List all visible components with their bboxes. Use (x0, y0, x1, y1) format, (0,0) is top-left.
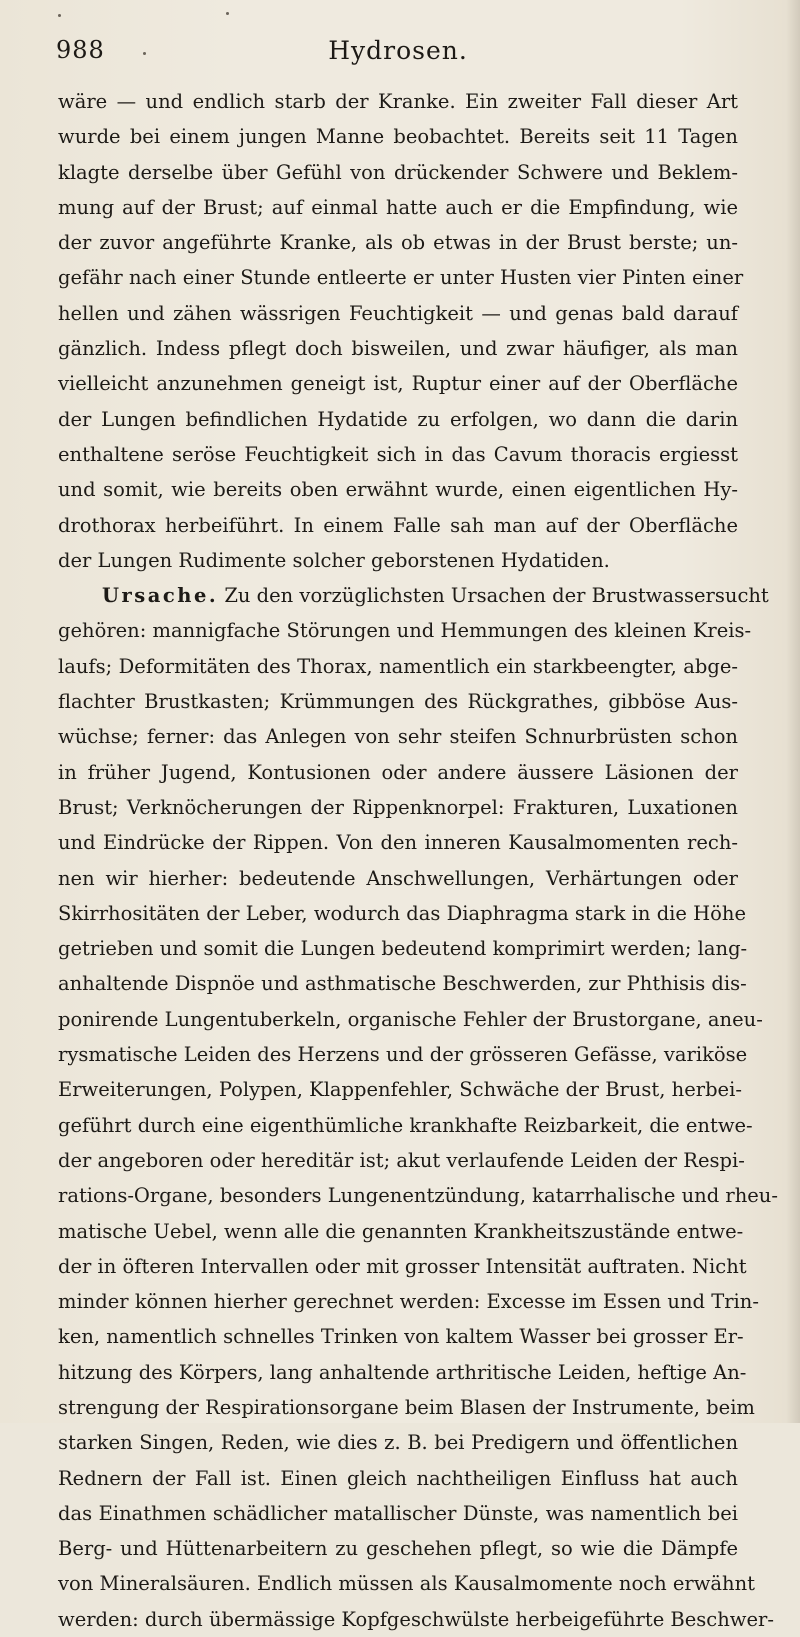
text-line: werden: durch übermässige Kopfgeschwülste herbeigeführte Beschwer- (58, 1607, 774, 1631)
text-line: und Eindrücke der Rippen. Von den inneren Kausalmomenten rech- (58, 831, 738, 855)
text-line: von Mineralsäuren. Endlich müssen als Kausalmomente noch erwähnt (58, 1572, 755, 1596)
text-line: Erweiterungen, Polypen, Klappenfehler, Schwäche der Brust, herbei- (58, 1078, 742, 1102)
section-label: Ursache. (102, 584, 219, 608)
text-line: Berg- und Hüttenarbeitern zu geschehen pflegt, so wie die Dämpfe (58, 1537, 738, 1561)
text-line: laufs; Deformitäten des Thorax, namentlich ein starkbeengter, abge- (58, 654, 738, 678)
text-line: gefähr nach einer Stunde entleerte er unter Husten vier Pinten einer (58, 266, 744, 290)
page-header (56, 36, 740, 70)
text-line: rysmatische Leiden des Herzens und der grösseren Gefässe, variköse (58, 1043, 748, 1067)
text-line: matische Uebel, wenn alle die genannten Krankheitszustände entwe- (58, 1219, 744, 1243)
paper-speck (226, 12, 229, 15)
text-line: gänzlich. Indess pflegt doch bisweilen, und zwar häufiger, als man (58, 337, 738, 361)
text-line: strengung der Respirationsorgane beim Blasen der Instrumente, beim (58, 1395, 755, 1419)
text-line: wurde bei einem jungen Manne beobachtet. Bereits seit 11 Tagen (58, 125, 738, 149)
paper-speck (58, 14, 61, 17)
text-line: hitzung des Körpers, lang anhaltende arthritische Leiden, heftige An- (58, 1360, 747, 1384)
text-line: minder können hierher gerechnet werden: Excesse im Essen und Trin- (58, 1290, 759, 1314)
text-line: der Lungen Rudimente solcher geborstenen Hydatiden. (58, 548, 610, 572)
page-edge-shadow (786, 0, 800, 1423)
text-line: nen wir hierher: bedeutende Anschwellungen, Verhärtungen oder (58, 866, 738, 890)
section-first-line (58, 578, 769, 613)
text-line: und somit, wie bereits oben erwähnt wurde, einen eigentlichen Hy- (58, 478, 738, 502)
text-line: gehören: mannigfache Störungen und Hemmungen des kleinen Kreis- (58, 619, 752, 643)
text-line: drothorax herbeiführt. In einem Falle sah man auf der Oberfläche (58, 513, 738, 537)
text-line: vielleicht anzunehmen geneigt ist, Ruptur einer auf der Oberfläche (58, 372, 738, 396)
text-line: hellen und zähen wässrigen Feuchtigkeit — und genas bald darauf (58, 301, 738, 325)
text-line: getrieben und somit die Lungen bedeutend komprimirt werden; lang- (58, 937, 748, 961)
running-title: Hydrosen. (328, 36, 468, 65)
text-line: anhaltende Dispnöe und asthmatische Beschwerden, zur Phthisis dis- (58, 972, 747, 996)
text-line: Brust; Verknöcherungen der Rippenknorpel: Frakturen, Luxationen (58, 795, 738, 819)
text-line: ponirende Lungentuberkeln, organische Fehler der Brustorgane, aneu- (58, 1007, 763, 1031)
text-line: der in öfteren Intervallen oder mit grosser Intensität auftraten. Nicht (58, 1254, 747, 1278)
text-line: Rednern der Fall ist. Einen gleich nachtheiligen Einfluss hat auch (58, 1466, 738, 1490)
text-line: enthaltene seröse Feuchtigkeit sich in das Cavum thoracis ergiesst (58, 442, 738, 466)
text-line: rations-Organe, besonders Lungenentzündung, katarrhalische und rheu- (58, 1184, 778, 1208)
text-line: der Lungen befindlichen Hydatide zu erfolgen, wo dann die darin (58, 407, 738, 431)
body-text (58, 84, 778, 1637)
text-line: wüchse; ferner: das Anlegen von sehr steifen Schnurbrüsten schon (58, 725, 738, 749)
text-line: klagte derselbe über Gefühl von drückender Schwere und Beklem- (58, 160, 738, 184)
text-line: starken Singen, Reden, wie dies z. B. bei Predigern und öffentlichen (58, 1431, 738, 1455)
text-line: flachter Brustkasten; Krümmungen des Rückgrathes, gibböse Aus- (58, 690, 738, 714)
text-line: ken, namentlich schnelles Trinken von kaltem Wasser bei grosser Er- (58, 1325, 744, 1349)
page-number: 988 (56, 36, 105, 64)
section-first-line-text: Zu den vorzüglichsten Ursachen der Brustwassersucht (224, 584, 769, 608)
text-line: wäre — und endlich starb der Kranke. Ein zweiter Fall dieser Art (58, 90, 738, 113)
text-line: geführt durch eine eigenthümliche krankhafte Reizbarkeit, die entwe- (58, 1113, 753, 1137)
text-line: in früher Jugend, Kontusionen oder andere äussere Läsionen der (58, 760, 738, 784)
text-line: das Einathmen schädlicher matallischer Dünste, was namentlich bei (58, 1501, 738, 1525)
text-line: mung auf der Brust; auf einmal hatte auch er die Empfindung, wie (58, 195, 738, 219)
text-line: Skirrhositäten der Leber, wodurch das Diaphragma stark in die Höhe (58, 901, 746, 925)
text-line: der angeboren oder hereditär ist; akut verlaufende Leiden der Respi- (58, 1148, 745, 1172)
text-line: der zuvor angeführte Kranke, als ob etwas in der Brust berste; un- (58, 231, 738, 255)
